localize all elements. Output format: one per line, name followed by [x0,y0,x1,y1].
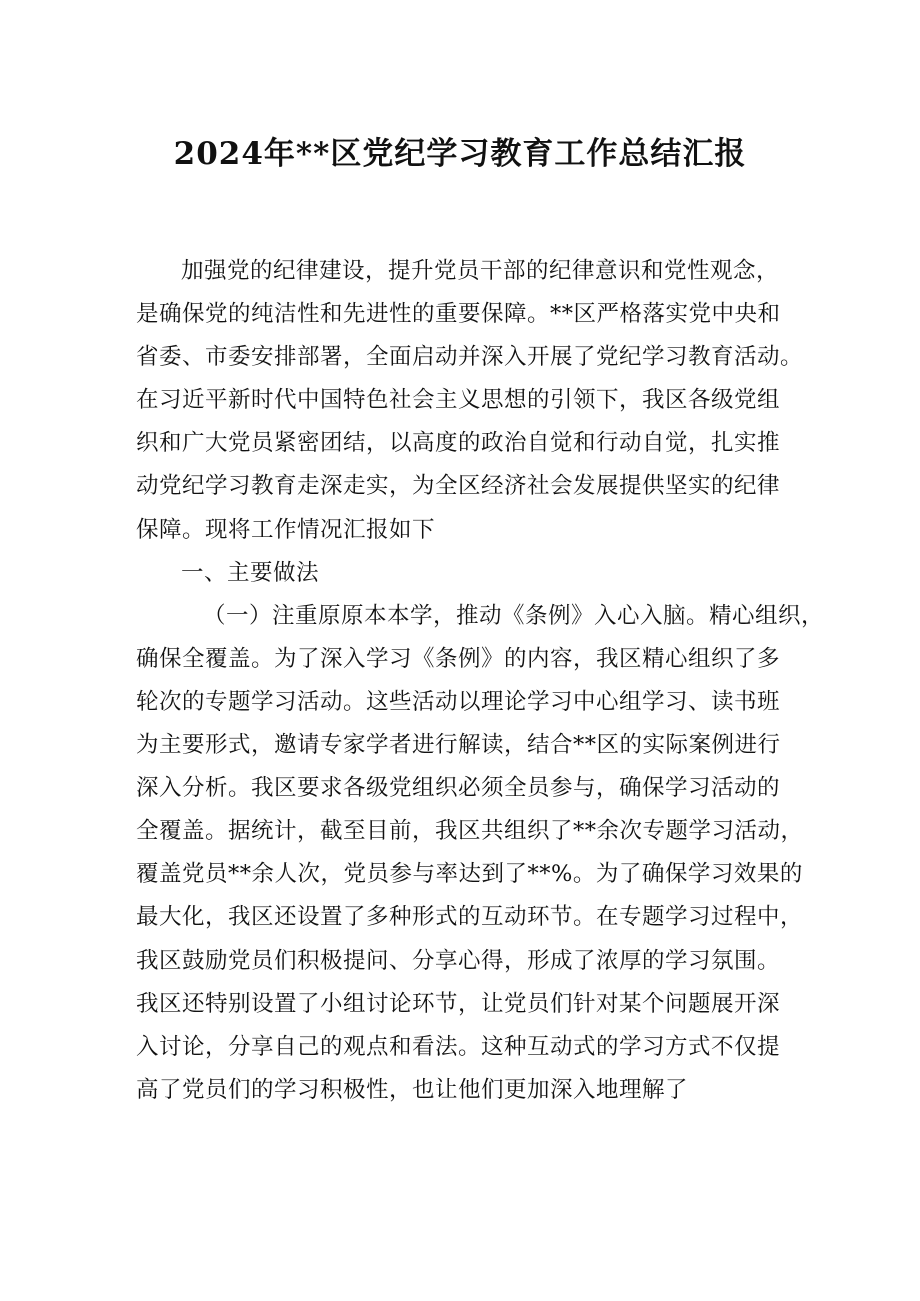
paragraph-line: 我区鼓励党员们积极提问、分享心得，形成了浓厚的学习氛围。 [136,947,781,974]
document-title: 2024年**区党纪学习教育工作总结汇报 [173,136,747,172]
document-body [136,250,825,1112]
paragraph-line: 入讨论，分享自己的观点和看法。这种互动式的学习方式不仅提 [136,1033,781,1060]
paragraph-line: 织和广大党员紧密团结，以高度的政治自觉和行动自觉，扎实推 [136,430,781,457]
paragraph-line: 为主要形式，邀请专家学者进行解读，结合**区的实际案例进行 [136,732,781,759]
paragraph-line: 全覆盖。据统计，截至目前，我区共组织了**余次专题学习活动， [136,818,804,845]
paragraph-line: 省委、市委安排部署，全面启动并深入开展了党纪学习教育活动。 [136,344,804,371]
paragraph-line: 动党纪学习教育走深走实，为全区经济社会发展提供坚实的纪律 [136,473,781,500]
section-heading: 一、主要做法 [181,559,320,586]
paragraph-line: 轮次的专题学习活动。这些活动以理论学习中心组学习、读书班 [136,688,781,715]
paragraph-line: 深入分析。我区要求各级党组织必须全员参与，确保学习活动的 [136,775,781,802]
paragraph-line: 是确保党的纯洁性和先进性的重要保障。**区严格落实党中央和 [136,301,781,328]
paragraph-line: 加强党的纪律建设，提升党员干部的纪律意识和党性观念， [181,258,780,284]
paragraph-line: 确保全覆盖。为了深入学习《条例》的内容，我区精心组织了多 [136,645,781,672]
subsection-heading-line: （一）注重原原本本学，推动《条例》入心入脑。精心组织， [203,602,825,629]
paragraph-line: 覆盖党员**余人次，党员参与率达到了**%。为了确保学习效果的 [136,861,803,888]
paragraph-line: 在习近平新时代中国特色社会主义思想的引领下，我区各级党组 [136,387,781,414]
paragraph-line: 保障。现将工作情况汇报如下 [136,516,436,543]
paragraph-line: 我区还特别设置了小组讨论环节，让党员们针对某个问题展开深 [136,990,781,1017]
paragraph-line: 高了党员们的学习积极性，也让他们更加深入地理解了 [136,1076,689,1103]
paragraph-line: 最大化，我区还设置了多种形式的互动环节。在专题学习过程中， [136,904,804,931]
